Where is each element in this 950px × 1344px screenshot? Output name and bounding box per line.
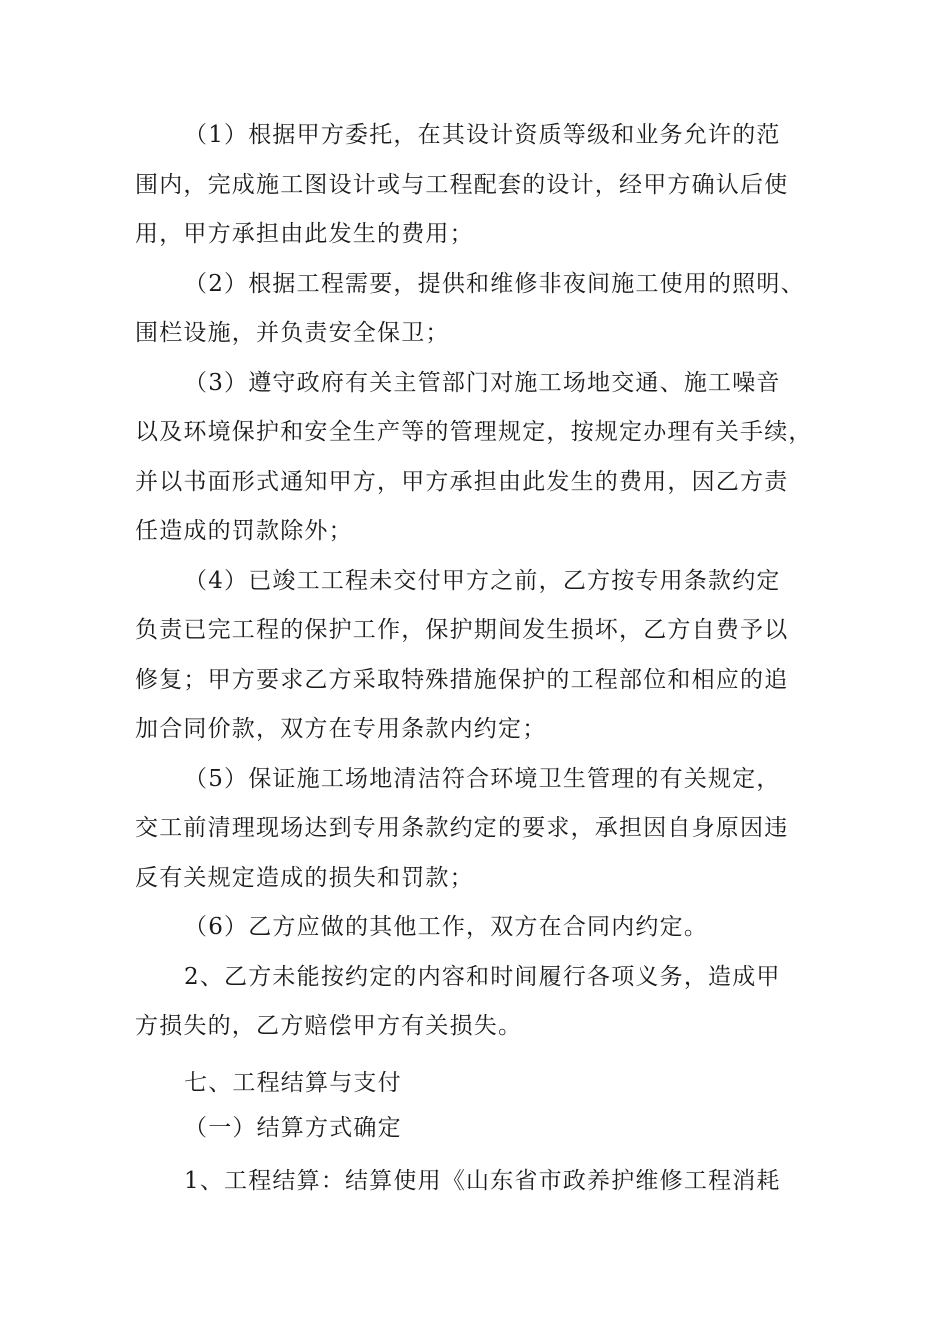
text-line: 围栏设施，并负责安全保卫； [135,320,450,346]
text-line: 负责已完工程的保护工作，保护期间发生损坏，乙方自费予以 [135,617,789,643]
text-line: （2）根据工程需要，提供和维修非夜间施工使用的照明、 [184,271,805,297]
text-line: （4）已竣工工程未交付甲方之前，乙方按专用条款约定 [184,568,781,594]
subsection-heading: （一）结算方式确定 [184,1115,402,1141]
text-line: 反有关规定造成的损失和罚款； [135,865,474,891]
text-line: （3）遵守政府有关主管部门对施工场地交通、施工噪音 [184,370,781,396]
text-line: 2、乙方未能按约定的内容和时间履行各项义务，造成甲 [184,964,781,990]
text-line: （1）根据甲方委托，在其设计资质等级和业务允许的范 [184,122,781,148]
text-line: 修复；甲方要求乙方采取特殊措施保护的工程部位和相应的追 [135,667,789,693]
text-line: 1、工程结算：结算使用《山东省市政养护维修工程消耗 [184,1168,781,1194]
text-line: （6）乙方应做的其他工作，双方在合同内约定。 [184,914,709,940]
text-line: 以及环境保护和安全生产等的管理规定，按规定办理有关手续， [135,419,813,445]
text-line: 围内，完成施工图设计或与工程配套的设计，经甲方确认后使 [135,172,789,198]
text-line: 用，甲方承担由此发生的费用； [135,221,474,247]
text-line: 任造成的罚款除外； [135,518,353,544]
text-line: 交工前清理现场达到专用条款约定的要求，承担因自身原因违 [135,815,789,841]
text-line: 方损失的，乙方赔偿甲方有关损失。 [135,1013,523,1039]
text-line: 加合同价款，双方在专用条款内约定； [135,716,547,742]
section-heading: 七、工程结算与支付 [184,1070,402,1096]
text-line: 并以书面形式通知甲方，甲方承担由此发生的费用，因乙方责 [135,469,789,495]
text-line: （5）保证施工场地清洁符合环境卫生管理的有关规定， [184,766,781,792]
